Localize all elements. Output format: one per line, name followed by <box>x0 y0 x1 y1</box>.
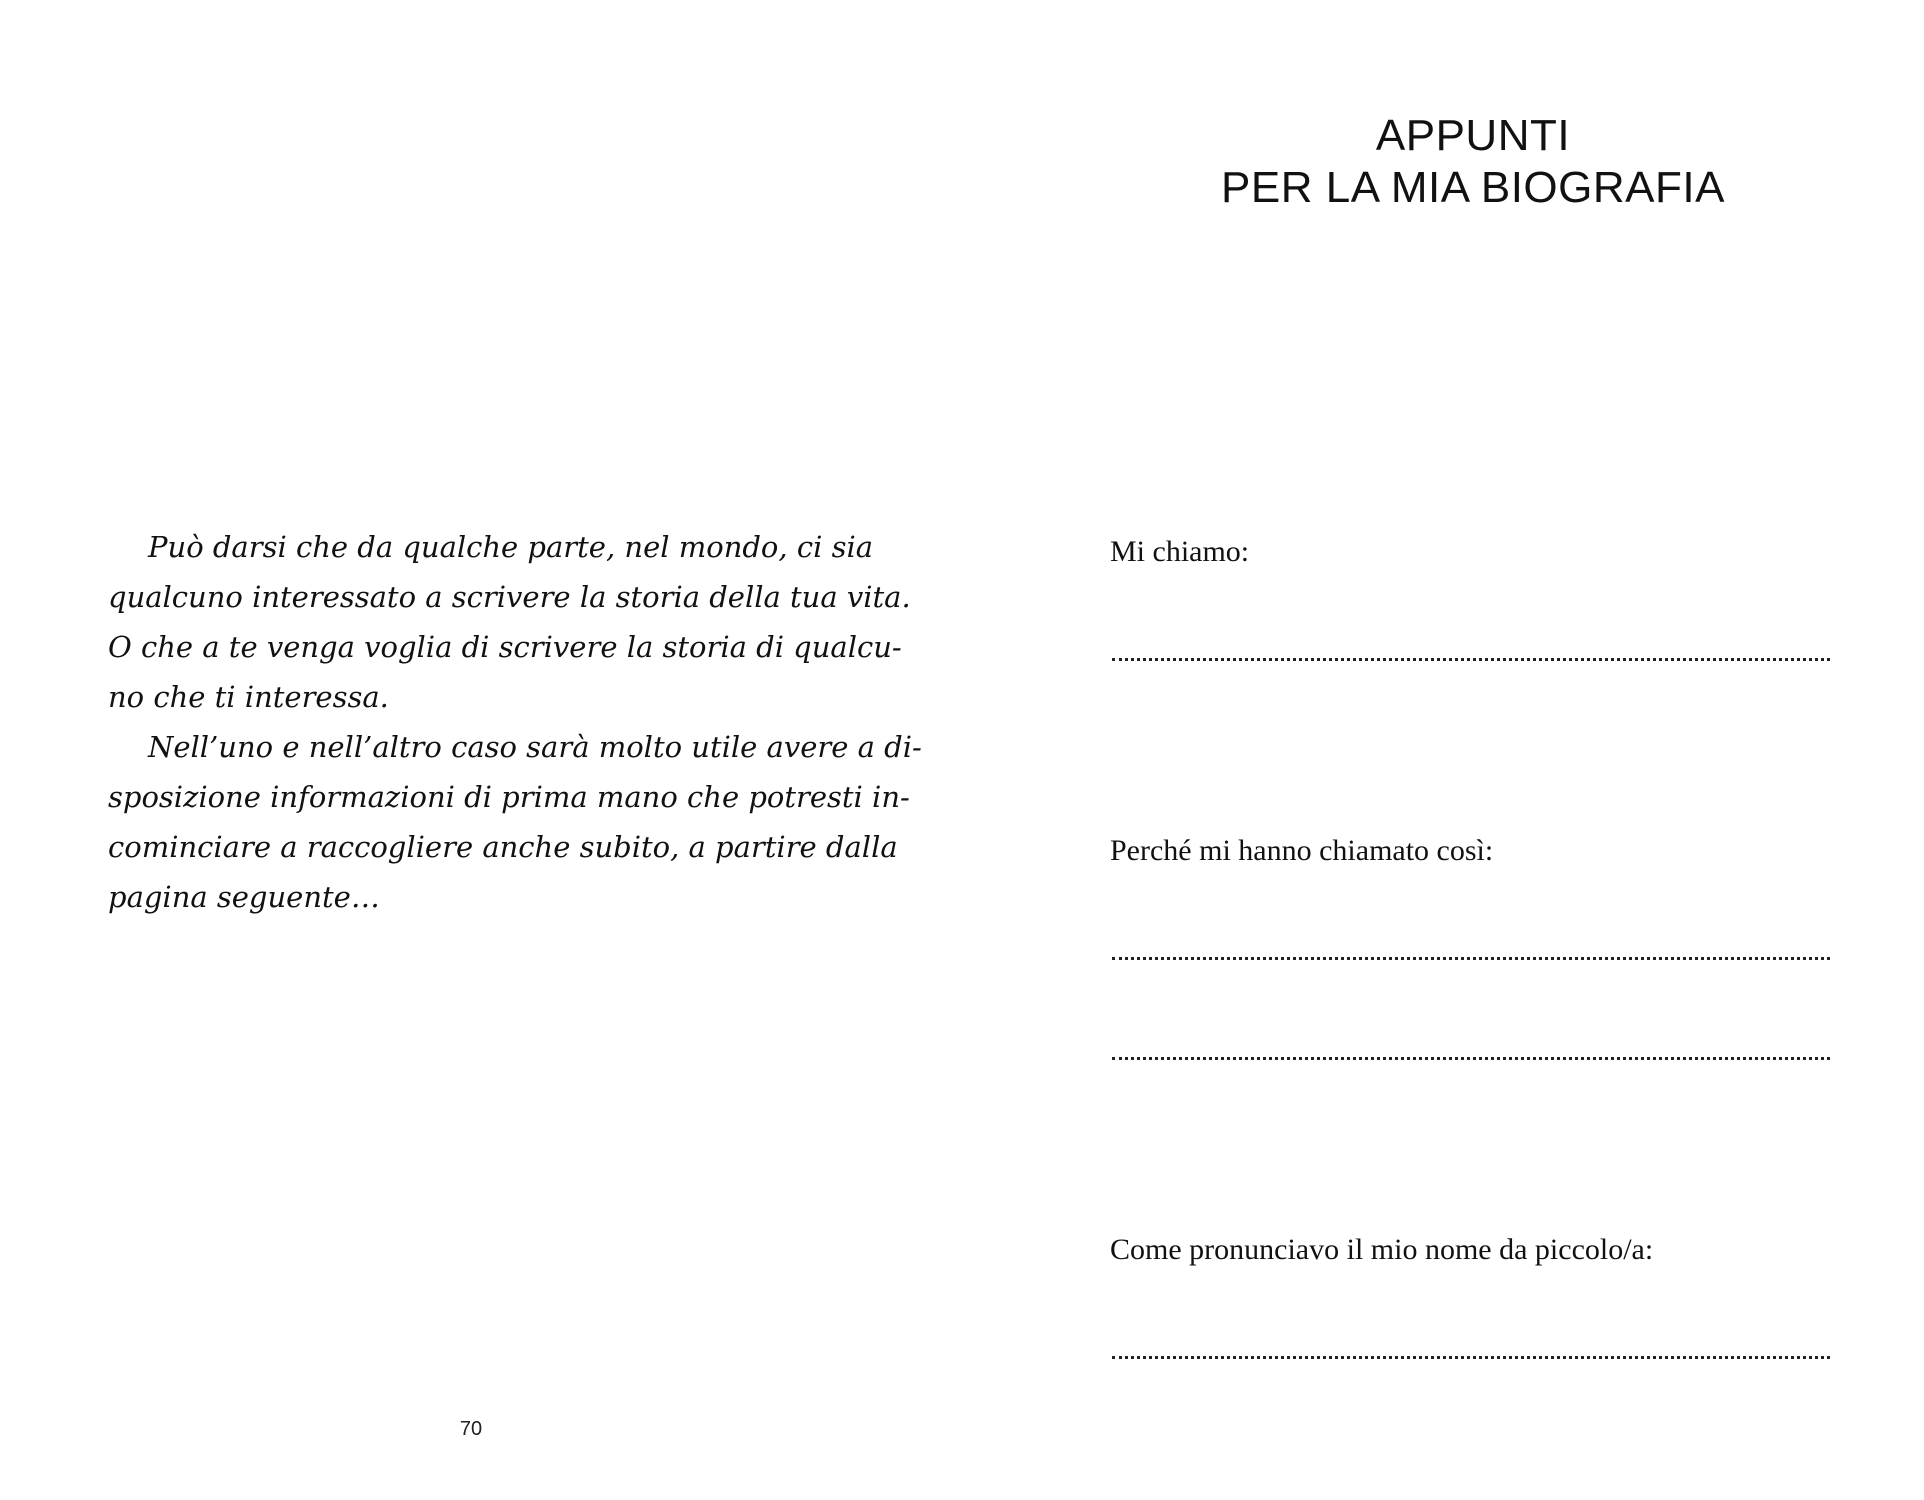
title-line-2: PER LA MIA BIOGRAFIA <box>1221 163 1725 212</box>
intro-line: qualcuno interessato a scrivere la storia della tua vita. <box>108 580 911 614</box>
intro-line: Può darsi che da qualche parte, nel mondo, ci sia <box>148 530 874 564</box>
childhood-pronunciation-field-label: Come pronunciavo il mio nome da piccolo/a: <box>1110 1233 1654 1266</box>
name-write-line[interactable] <box>1112 658 1830 661</box>
intro-line: O che a te venga voglia di scrivere la storia di qualcu- <box>108 630 902 664</box>
page-number: 70 <box>459 1418 483 1440</box>
intro-line: Nell’uno e nell’altro caso sarà molto utile avere a di- <box>148 730 922 764</box>
section-title <box>962 110 1924 214</box>
right-page <box>962 0 1924 1500</box>
childhood-pronunciation-write-line[interactable] <box>1112 1356 1830 1359</box>
intro-line: no che ti interessa. <box>108 680 389 714</box>
intro-line: sposizione informazioni di prima mano che potresti in- <box>108 780 910 814</box>
name-reason-write-line-1[interactable] <box>1112 957 1830 960</box>
intro-line: cominciare a raccogliere anche subito, a partire dalla <box>108 830 898 864</box>
intro-line: pagina seguente… <box>108 880 380 914</box>
name-field-label: Mi chiamo: <box>1110 535 1250 568</box>
title-line-1: APPUNTI <box>1375 111 1571 160</box>
intro-text <box>108 522 922 922</box>
name-reason-field-label: Perché mi hanno chiamato così: <box>1110 834 1494 867</box>
name-reason-write-line-2[interactable] <box>1112 1057 1830 1060</box>
